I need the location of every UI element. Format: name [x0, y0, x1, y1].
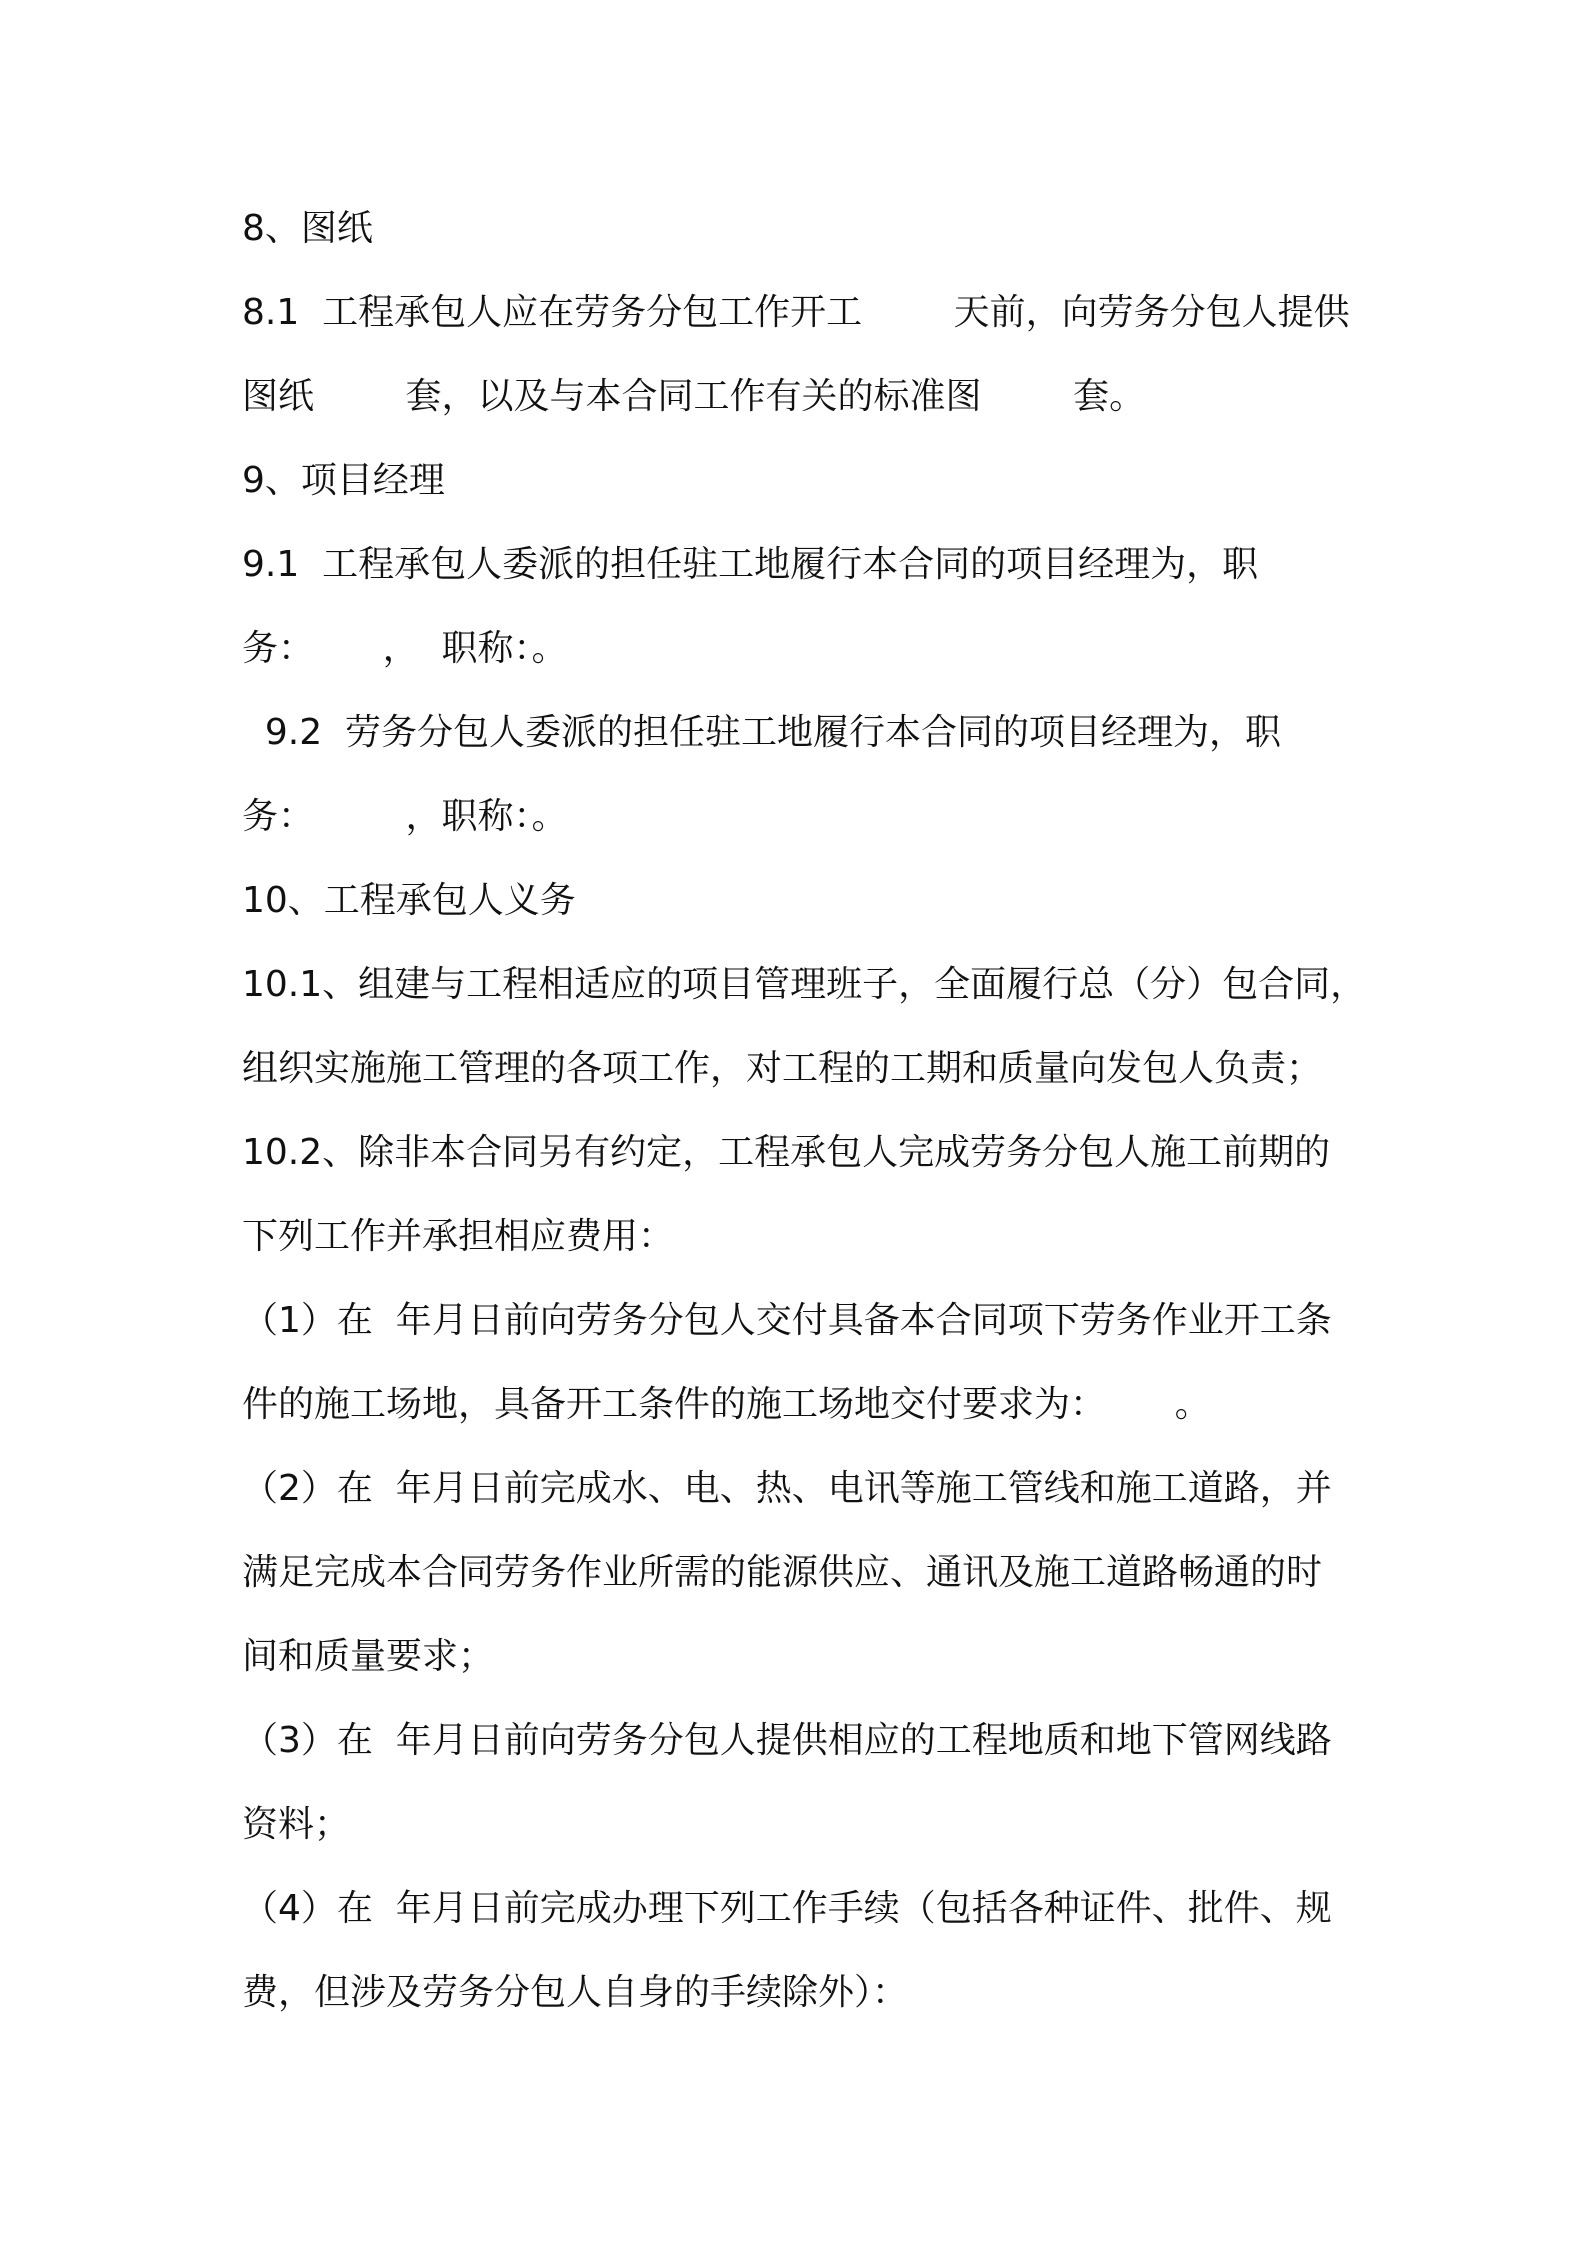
item-1-line-1: （1）在 年月日前向劳务分包人交付具备本合同项下劳务作业开工条 [242, 1300, 1332, 1341]
item-4-line-1: （4）在 年月日前完成办理下列工作手续（包括各种证件、批件、规 [242, 1888, 1332, 1929]
clause-10-1-line-1: 10.1、组建与工程相适应的项目管理班子，全面履行总（分）包合同， [242, 964, 1367, 1005]
item-3-line-2: 资料； [242, 1804, 351, 1845]
heading-8-drawings: 8、图纸 [242, 208, 373, 249]
item-1-line-2: 件的施工场地，具备开工条件的施工场地交付要求为： 。 [242, 1384, 1211, 1425]
clause-9-1-line-2: 务： ， 职称：。 [242, 628, 568, 669]
item-3-line-1: （3）在 年月日前向劳务分包人提供相应的工程地质和地下管网线路 [242, 1720, 1332, 1761]
clause-9-2-line-2: 务： ，职称：。 [242, 796, 568, 837]
item-2-line-1: （2）在 年月日前完成水、电、热、电讯等施工管线和施工道路，并 [242, 1468, 1332, 1509]
item-4-line-2: 费，但涉及劳务分包人自身的手续除外）： [242, 1972, 909, 2013]
clause-8-1-line-2: 图纸 套，以及与本合同工作有关的标准图 套。 [242, 376, 1146, 417]
heading-9-project-manager: 9、项目经理 [242, 460, 445, 501]
item-2-line-3: 间和质量要求； [242, 1636, 495, 1677]
clause-10-2-line-2: 下列工作并承担相应费用： [242, 1216, 675, 1257]
clause-9-1-line-1: 9.1 工程承包人委派的担任驻工地履行本合同的项目经理为，职 [242, 544, 1259, 585]
clause-10-1-line-2: 组织实施施工管理的各项工作，对工程的工期和质量向发包人负责； [242, 1048, 1323, 1089]
clause-8-1-line-1: 8.1 工程承包人应在劳务分包工作开工 天前，向劳务分包人提供 [242, 292, 1350, 333]
item-2-line-2: 满足完成本合同劳务作业所需的能源供应、通讯及施工道路畅通的时 [242, 1552, 1323, 1593]
clause-10-2-line-1: 10.2、除非本合同另有约定，工程承包人完成劳务分包人施工前期的 [242, 1132, 1331, 1173]
heading-10-contractor-obligations: 10、工程承包人义务 [242, 880, 576, 921]
clause-9-2-line-1: 9.2 劳务分包人委派的担任驻工地履行本合同的项目经理为，职 [242, 712, 1282, 753]
